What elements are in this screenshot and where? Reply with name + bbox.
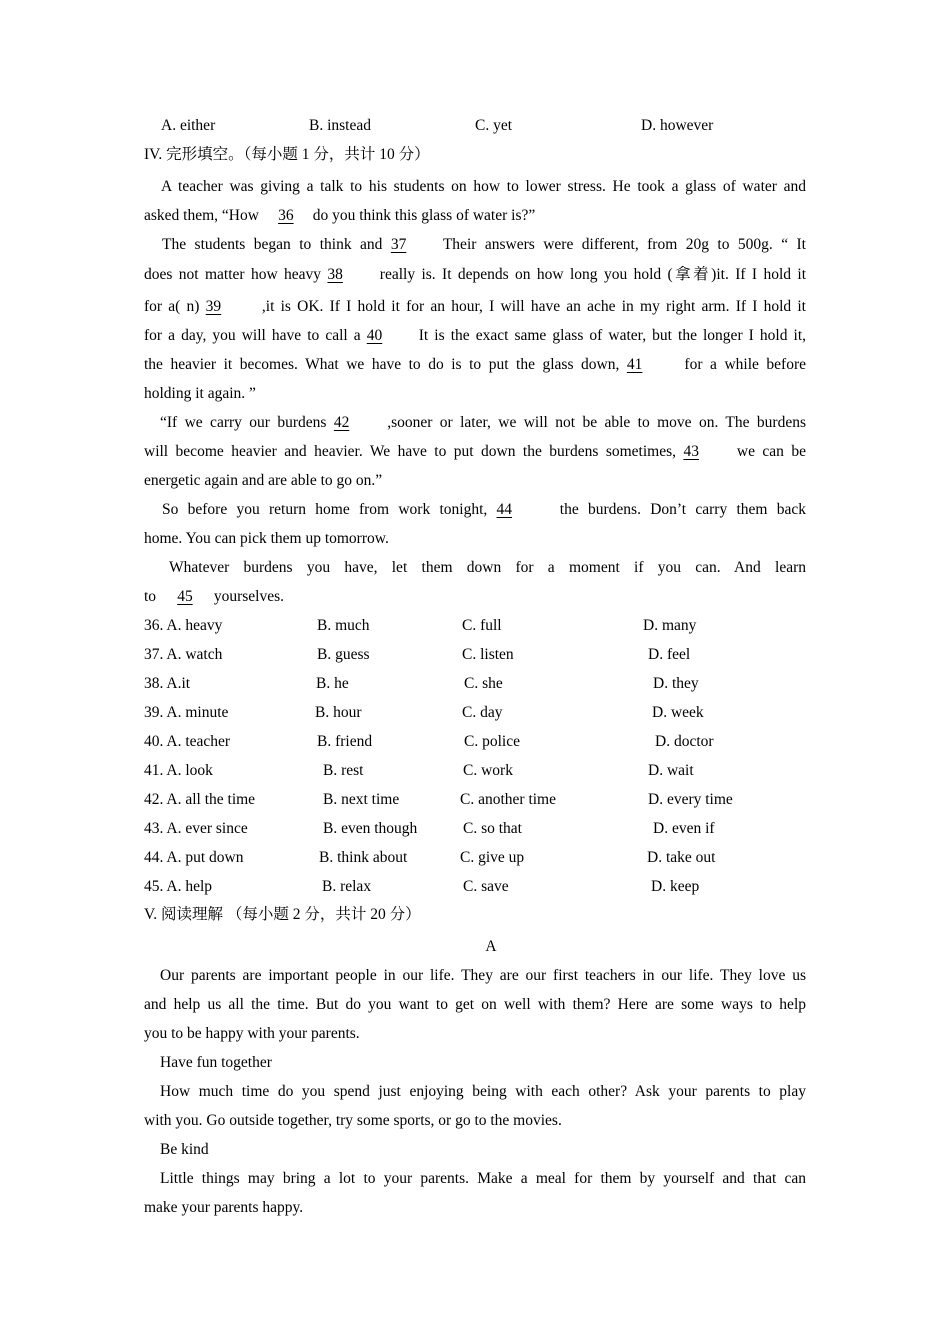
q45-option-d: D. keep bbox=[651, 878, 700, 895]
q43-option-b: B. even though bbox=[323, 820, 418, 837]
p3-line2: will become heavier and heavier. We have to put down the burdens sometimes, 43 we can be bbox=[144, 437, 806, 466]
p2-line3: for a( n) 39 ,it is OK. If I hold it for an hour, I will have an ache in my right arm. If I hold it bbox=[144, 292, 806, 321]
blank-42: 42 bbox=[333, 414, 350, 431]
option-b: B. instead bbox=[309, 117, 371, 134]
q44-option-a: 44. A. put down bbox=[144, 849, 244, 866]
subheading-have-fun: Have fun together bbox=[160, 1054, 272, 1071]
q41-option-c: C. work bbox=[463, 762, 513, 779]
blank-43: 43 bbox=[683, 443, 699, 460]
passage-label: A bbox=[485, 938, 497, 955]
q38-option-c: C. she bbox=[464, 675, 503, 692]
question-41 bbox=[0, 756, 950, 785]
q41-option-a: 41. A. look bbox=[144, 762, 213, 779]
q36-option-b: B. much bbox=[317, 617, 370, 634]
q37-option-d: D. feel bbox=[648, 646, 691, 663]
q44-option-b: B. think about bbox=[319, 849, 408, 866]
p2-line6: holding it again. ” bbox=[144, 385, 256, 402]
question-36 bbox=[0, 611, 950, 640]
blank-39: 39 bbox=[205, 298, 222, 315]
q44-option-d: D. take out bbox=[647, 849, 716, 866]
question-44 bbox=[0, 843, 950, 872]
question-45 bbox=[0, 872, 950, 901]
question-38 bbox=[0, 669, 950, 698]
q40-option-b: B. friend bbox=[317, 733, 373, 750]
q36-option-d: D. many bbox=[643, 617, 697, 634]
blank-37: 37 bbox=[390, 236, 407, 253]
p1-line2: asked them, “How 36 do you think this glass of water is?” bbox=[144, 201, 806, 230]
p2-line1: The students began to think and 37 Their answers were different, from 20g to 500g. “ It bbox=[162, 230, 806, 259]
question-43 bbox=[0, 814, 950, 843]
question-39 bbox=[0, 698, 950, 727]
blank-38: 38 bbox=[327, 266, 343, 283]
blank-44: 44 bbox=[496, 501, 513, 518]
q44-option-c: C. give up bbox=[460, 849, 525, 866]
kind-line2: make your parents happy. bbox=[144, 1199, 304, 1216]
q43-option-d: D. even if bbox=[653, 820, 715, 837]
q43-option-c: C. so that bbox=[463, 820, 522, 837]
section-5-title: V. 阅读理解 （每小题 2 分，共计 20 分） bbox=[144, 906, 421, 923]
q45-option-c: C. save bbox=[463, 878, 509, 895]
question-42 bbox=[0, 785, 950, 814]
q36-option-a: 36. A. heavy bbox=[144, 617, 223, 634]
p2-line2: does not matter how heavy 38 really is. It depends on how long you hold (拿着)it. If I hold it bbox=[144, 260, 806, 289]
p3-line3: energetic again and are able to go on.” bbox=[144, 472, 383, 489]
p2-line4: for a day, you will have to call a 40 It is the exact same glass of water, but the longer I hold it, bbox=[144, 321, 806, 350]
intro-line1: Our parents are important people in our life. They are our first teachers in our life. They love us bbox=[160, 967, 806, 984]
intro-line2: and help us all the time. But do you want to get on well with them? Here are some ways to help bbox=[144, 996, 806, 1013]
p4-line2: home. You can pick them up tomorrow. bbox=[144, 530, 389, 547]
option-d: D. however bbox=[641, 117, 714, 134]
q38-option-b: B. he bbox=[316, 675, 349, 692]
q40-option-d: D. doctor bbox=[655, 733, 714, 750]
q39-option-c: C. day bbox=[462, 704, 503, 721]
q36-option-c: C. full bbox=[462, 617, 502, 634]
blank-40: 40 bbox=[366, 327, 383, 344]
subheading-be-kind: Be kind bbox=[160, 1141, 209, 1158]
p5-line2: to 45 yourselves. bbox=[144, 582, 806, 611]
q42-option-c: C. another time bbox=[460, 791, 556, 808]
blank-45: 45 bbox=[177, 588, 193, 605]
q42-option-b: B. next time bbox=[323, 791, 400, 808]
intro-line3: you to be happy with your parents. bbox=[144, 1025, 360, 1042]
question-40 bbox=[0, 727, 950, 756]
p2-line5: the heavier it becomes. What we have to do is to put the glass down, 41 for a while before bbox=[144, 350, 806, 379]
kind-line1: Little things may bring a lot to your parents. Make a meal for them by yourself and that can bbox=[160, 1170, 806, 1187]
p5-line1: Whatever burdens you have, let them down for a moment if you can. And learn bbox=[169, 559, 806, 576]
q41-option-d: D. wait bbox=[648, 762, 694, 779]
q42-option-d: D. every time bbox=[648, 791, 733, 808]
blank-36: 36 bbox=[278, 207, 294, 224]
section-4-title: IV. 完形填空。（每小题 1 分，共计 10 分） bbox=[144, 146, 430, 163]
question-37 bbox=[0, 640, 950, 669]
q37-option-b: B. guess bbox=[317, 646, 370, 663]
q40-option-a: 40. A. teacher bbox=[144, 733, 231, 750]
fun-line1: How much time do you spend just enjoying being with each other? Ask your parents to play bbox=[160, 1083, 806, 1100]
fun-line2: with you. Go outside together, try some sports, or go to the movies. bbox=[144, 1112, 562, 1129]
p4-line1: So before you return home from work tonight, 44 the burdens. Don’t carry them back bbox=[162, 495, 806, 524]
q45-option-a: 45. A. help bbox=[144, 878, 213, 895]
option-a: A. either bbox=[161, 117, 216, 134]
q37-option-c: C. listen bbox=[462, 646, 514, 663]
q42-option-a: 42. A. all the time bbox=[144, 791, 256, 808]
option-c: C. yet bbox=[475, 117, 513, 134]
prev-question-options bbox=[0, 111, 950, 140]
blank-41: 41 bbox=[626, 356, 643, 373]
q41-option-b: B. rest bbox=[323, 762, 364, 779]
q38-option-d: D. they bbox=[653, 675, 699, 692]
p3-line1: “If we carry our burdens 42 ,sooner or later, we will not be able to move on. The burdens bbox=[160, 408, 806, 437]
p1-line1: A teacher was giving a talk to his students on how to lower stress. He took a glass of water and bbox=[161, 178, 806, 195]
q45-option-b: B. relax bbox=[322, 878, 372, 895]
q39-option-b: B. hour bbox=[315, 704, 362, 721]
q39-option-d: D. week bbox=[652, 704, 704, 721]
q37-option-a: 37. A. watch bbox=[144, 646, 223, 663]
q39-option-a: 39. A. minute bbox=[144, 704, 229, 721]
q43-option-a: 43. A. ever since bbox=[144, 820, 248, 837]
q40-option-c: C. police bbox=[464, 733, 520, 750]
q38-option-a: 38. A.it bbox=[144, 675, 191, 692]
